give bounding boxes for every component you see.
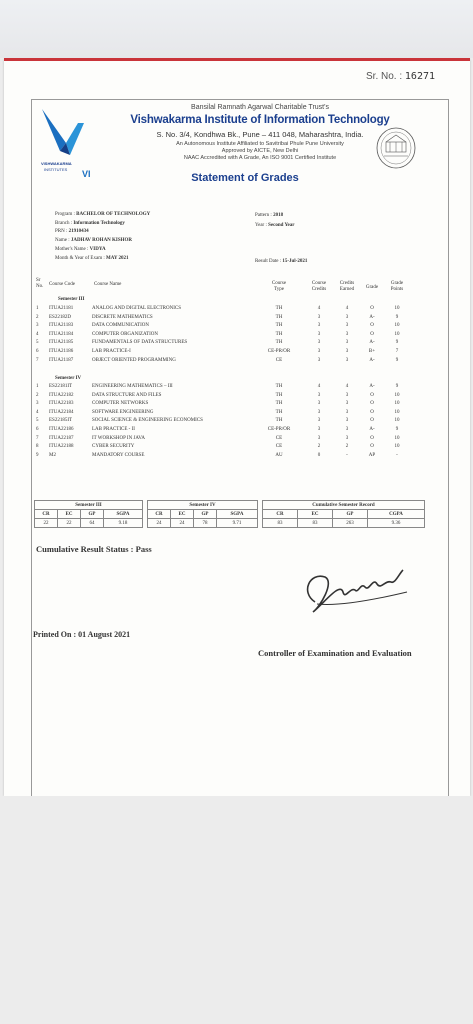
summary-value: 22 <box>35 519 58 528</box>
top-background <box>0 0 473 58</box>
course-sr: 2 <box>36 392 39 398</box>
course-code: ITUA21184 <box>49 331 74 337</box>
col-earned: Credits Earned <box>339 281 355 292</box>
year-row: Year : Second Year <box>255 223 295 228</box>
course-row <box>36 315 416 323</box>
course-type: CE-PR/OR <box>267 427 291 432</box>
course-points: 10 <box>394 418 400 424</box>
course-name: LAB PRACTICE - II <box>92 427 135 432</box>
summary-value: 9.71 <box>217 519 258 528</box>
course-row <box>36 427 416 435</box>
course-name: CYBER SECURITY <box>92 444 135 450</box>
course-code: ITUA21186 <box>49 349 74 354</box>
summary-cum-label: Cumulative Semester Record <box>263 501 425 510</box>
course-sr: 9 <box>36 452 39 458</box>
summary-table <box>34 500 425 528</box>
course-row <box>36 358 416 366</box>
course-earned: 3 <box>345 427 349 432</box>
course-type: TH <box>275 340 283 346</box>
pattern-row: Pattern : 2018 <box>255 213 284 218</box>
course-credits: 2 <box>317 444 321 450</box>
course-name: MANDATORY COURSE <box>92 452 145 458</box>
course-sr: 7 <box>36 435 39 441</box>
course-code: ITUA22186 <box>49 427 74 432</box>
course-sr: 5 <box>36 340 39 346</box>
summary-header: SGPA <box>104 510 143 519</box>
course-points: 9 <box>395 357 399 363</box>
summary-value: 24 <box>148 519 171 528</box>
course-type: CE-PR/OR <box>267 349 291 354</box>
program-row: Program : BACHELOR OF TECHNOLOGY <box>55 212 151 217</box>
course-points: 10 <box>394 323 400 329</box>
course-sr: 7 <box>36 357 39 363</box>
summary-header: CR <box>35 510 58 519</box>
result-status: Cumulative Result Status : Pass <box>36 544 152 554</box>
course-credits: 4 <box>317 384 321 389</box>
course-grade: O <box>370 323 374 329</box>
exam-value: MAY 2021 <box>105 256 129 261</box>
course-sr: 3 <box>36 401 39 407</box>
summary-header: SGPA <box>217 510 258 519</box>
course-credits: 3 <box>317 357 321 363</box>
course-code: ITUA22183 <box>49 401 74 407</box>
summary-value: 64 <box>81 519 104 528</box>
course-name: DISCRETE MATHEMATICS <box>92 314 153 320</box>
course-points: 9 <box>395 314 399 320</box>
course-name: DATA COMMUNICATION <box>92 323 149 329</box>
course-name: SOCIAL SCIENCE & ENGINEERING ECONOMICS <box>92 418 203 424</box>
logo-vi: VI <box>82 169 91 179</box>
course-code: ITUA22184 <box>49 409 74 415</box>
course-row <box>36 340 416 348</box>
mother-row: Mother's Name : VIDYA <box>55 247 106 252</box>
course-type: CE <box>275 444 283 450</box>
course-name: SOFTWARE ENGINEERING <box>92 409 154 415</box>
course-points: 9 <box>395 340 399 346</box>
name-row: Name : JADHAV ROHAN KISHOR <box>55 238 133 243</box>
course-sr: 5 <box>36 418 39 424</box>
course-earned: - <box>346 452 348 458</box>
course-row <box>36 323 416 331</box>
course-code: ES22185IT <box>49 418 73 424</box>
summary-header: EC <box>171 510 194 519</box>
course-grade: AP <box>368 452 376 458</box>
col-grade: Grade <box>365 285 379 290</box>
result-date-row: Result Date : 15-Jul-2021 <box>255 259 308 264</box>
course-type: TH <box>275 331 283 337</box>
summary-header: GP <box>81 510 104 519</box>
course-name: DATA STRUCTURE AND FILES <box>92 392 162 398</box>
course-code: ITUA22187 <box>49 435 74 441</box>
prn-value: 21910434 <box>68 229 89 234</box>
summary-value: 9.36 <box>368 519 425 528</box>
serial-value: 16271 <box>404 71 436 82</box>
course-sr: 4 <box>36 409 39 415</box>
accreditation-line: NAAC Accredited with A Grade, An ISO 9001 Certified Institute <box>183 155 337 161</box>
summary-value: 263 <box>333 519 368 528</box>
course-name: ENGINEERING MATHEMATICS – III <box>92 384 173 389</box>
course-points: 7 <box>395 349 399 354</box>
course-grade: O <box>370 435 374 441</box>
year-value: Second Year <box>268 223 295 228</box>
course-sr: 6 <box>36 349 39 354</box>
course-sr: 8 <box>36 444 39 450</box>
course-credits: 0 <box>317 452 321 458</box>
course-points: 10 <box>394 435 400 441</box>
course-points: 10 <box>394 392 400 398</box>
course-earned: 3 <box>345 349 349 354</box>
col-type: Course Type <box>271 281 287 292</box>
course-row <box>36 349 416 357</box>
pattern-value: 2018 <box>273 213 284 218</box>
course-credits: 3 <box>317 409 321 415</box>
course-grade: O <box>370 306 374 311</box>
course-sr: 3 <box>36 323 39 329</box>
summary-value: 24 <box>171 519 194 528</box>
course-type: TH <box>275 392 283 398</box>
course-name: IT WORKSHOP IN JAVA <box>92 435 145 441</box>
logo-text-top: VISHWAKARMA <box>41 161 72 166</box>
course-grade: O <box>370 331 374 337</box>
course-points: 9 <box>395 384 399 389</box>
course-row <box>36 410 416 418</box>
course-code: ES22182D <box>49 314 71 320</box>
summary-header: CR <box>148 510 171 519</box>
course-credits: 3 <box>317 340 321 346</box>
col-credits: Course Credits <box>311 281 327 292</box>
summary-header: CGPA <box>368 510 425 519</box>
course-code: ITUA22182 <box>49 392 74 398</box>
course-sr: 1 <box>36 306 39 311</box>
course-grade: A- <box>369 384 375 389</box>
course-name: COMPUTER NETWORKS <box>92 401 149 407</box>
prn-row: PRN : 21910434 <box>55 229 89 234</box>
trust-name: Bansilal Ramnath Agarwal Charitable Trust's <box>191 104 329 111</box>
approval-line: Approved by AICTE, New Delhi <box>221 148 299 154</box>
bottom-background <box>0 796 473 1024</box>
summary-header: GP <box>333 510 368 519</box>
course-sr: 2 <box>36 314 39 320</box>
course-type: TH <box>275 384 283 389</box>
summary-header: EC <box>58 510 81 519</box>
course-grade: A- <box>369 340 375 346</box>
course-earned: 3 <box>345 323 349 329</box>
summary-value: 83 <box>263 519 298 528</box>
course-credits: 3 <box>317 392 321 398</box>
course-grade: O <box>370 392 374 398</box>
course-earned: 3 <box>345 392 349 398</box>
course-points: 10 <box>394 409 400 415</box>
summary-sem4-label: Semester IV <box>148 501 258 510</box>
course-sr: 1 <box>36 384 39 389</box>
course-type: TH <box>275 314 283 320</box>
course-credits: 3 <box>317 435 321 441</box>
top-red-edge <box>4 58 470 61</box>
course-type: AU <box>275 452 283 458</box>
institute-name: Vishwakarma Institute of Information Technology <box>130 114 390 126</box>
course-earned: 3 <box>345 435 349 441</box>
signature-icon <box>295 562 425 622</box>
branch-row: Branch : Information Technology <box>55 221 125 226</box>
institute-address: S. No. 3/4, Kondhwa Bk., Pune – 411 048, Maharashtra, India. <box>156 130 364 139</box>
printed-date: Printed On : 01 August 2021 <box>33 630 131 639</box>
course-points: 9 <box>395 427 399 432</box>
course-type: TH <box>275 401 283 407</box>
course-sr: 6 <box>36 427 39 432</box>
course-row <box>36 401 416 409</box>
course-credits: 3 <box>317 323 321 329</box>
course-row <box>36 418 416 426</box>
course-grade: A- <box>369 427 375 432</box>
course-points: 10 <box>394 331 400 337</box>
course-code: ITUA22188 <box>49 444 74 450</box>
course-grade: O <box>370 444 374 450</box>
mother-value: VIDYA <box>89 247 106 252</box>
course-points: - <box>396 452 398 458</box>
course-credits: 3 <box>317 331 321 337</box>
col-sr: Sr No. <box>36 278 44 289</box>
summary-header: EC <box>298 510 333 519</box>
course-name: COMPUTER ORGANIZATION <box>92 331 158 337</box>
course-credits: 3 <box>317 427 321 432</box>
summary-value: 9.18 <box>104 519 143 528</box>
summary-value: 78 <box>194 519 217 528</box>
course-name: FUNDAMENTALS OF DATA STRUCTURES <box>92 340 188 346</box>
course-sr: 4 <box>36 331 39 337</box>
course-type: CE <box>275 435 283 441</box>
serial-label: Sr. No. : <box>366 71 403 82</box>
course-grade: O <box>370 409 374 415</box>
col-points: Grade Points <box>390 281 404 292</box>
course-row <box>36 384 416 392</box>
serial-number <box>366 71 435 82</box>
name-value: JADHAV ROHAN KISHOR <box>70 238 133 243</box>
course-credits: 3 <box>317 418 321 424</box>
course-name: OBJECT ORIENTED PROGRAMMING <box>92 357 176 363</box>
program-value: BACHELOR OF TECHNOLOGY <box>76 212 151 217</box>
summary-value: 83 <box>298 519 333 528</box>
course-earned: 3 <box>345 409 349 415</box>
col-code: Course Code <box>49 282 75 287</box>
course-earned: 3 <box>345 401 349 407</box>
summary-header: GP <box>194 510 217 519</box>
course-points: 10 <box>394 444 400 450</box>
course-code: ES22181IT <box>49 384 73 389</box>
summary-header: CR <box>263 510 298 519</box>
course-earned: 3 <box>345 418 349 424</box>
course-credits: 4 <box>317 306 321 311</box>
course-row <box>36 306 416 314</box>
course-name: ANALOG AND DIGITAL ELECTRONICS <box>92 306 181 311</box>
course-code: ITUA21187 <box>49 357 74 363</box>
affiliation-line: An Autonomous Institute Affiliated to Savitribai Phule Pune University <box>176 141 344 147</box>
branch-value: Information Technology <box>73 221 125 226</box>
course-grade: A- <box>369 314 375 320</box>
course-type: CE <box>275 357 283 363</box>
course-name: LAB PRACTICE-I <box>92 349 131 354</box>
course-type: TH <box>275 323 283 329</box>
course-grade: O <box>370 418 374 424</box>
course-credits: 3 <box>317 401 321 407</box>
document-title: Statement of Grades <box>191 172 299 184</box>
course-row <box>36 453 416 461</box>
summary-sem3-label: Semester III <box>35 501 143 510</box>
course-earned: 4 <box>345 384 349 389</box>
course-type: TH <box>275 418 283 424</box>
course-earned: 3 <box>345 314 349 320</box>
course-type: TH <box>275 409 283 415</box>
course-earned: 3 <box>345 340 349 346</box>
course-credits: 3 <box>317 349 321 354</box>
col-name: Course Name <box>94 282 122 287</box>
semester-iii-heading: Semester III <box>58 297 85 302</box>
course-code: M2 <box>49 452 56 458</box>
course-row <box>36 393 416 401</box>
result-date-value: 15-Jul-2021 <box>282 259 308 264</box>
course-credits: 3 <box>317 314 321 320</box>
semester-iv-heading: Semester IV <box>55 376 82 381</box>
course-code: ITUA21185 <box>49 340 74 346</box>
course-code: ITUA21181 <box>49 306 74 311</box>
course-earned: 3 <box>345 357 349 363</box>
course-earned: 4 <box>345 306 349 311</box>
course-code: ITUA21183 <box>49 323 74 329</box>
course-points: 10 <box>394 401 400 407</box>
institute-logo-icon <box>38 103 100 185</box>
logo-text-bottom: INSTITUTES <box>44 167 68 172</box>
controller-signatory: Controller of Examination and Evaluation <box>258 648 412 658</box>
summary-value: 22 <box>58 519 81 528</box>
course-row <box>36 436 416 444</box>
course-grade: A- <box>369 357 375 363</box>
course-grade: O <box>370 401 374 407</box>
course-earned: 2 <box>345 444 349 450</box>
course-grade: B+ <box>368 349 376 354</box>
course-row <box>36 444 416 452</box>
course-row <box>36 332 416 340</box>
exam-row: Month & Year of Exam : MAY 2021 <box>55 256 129 261</box>
course-earned: 3 <box>345 331 349 337</box>
course-points: 10 <box>394 306 400 311</box>
course-type: TH <box>275 306 283 311</box>
